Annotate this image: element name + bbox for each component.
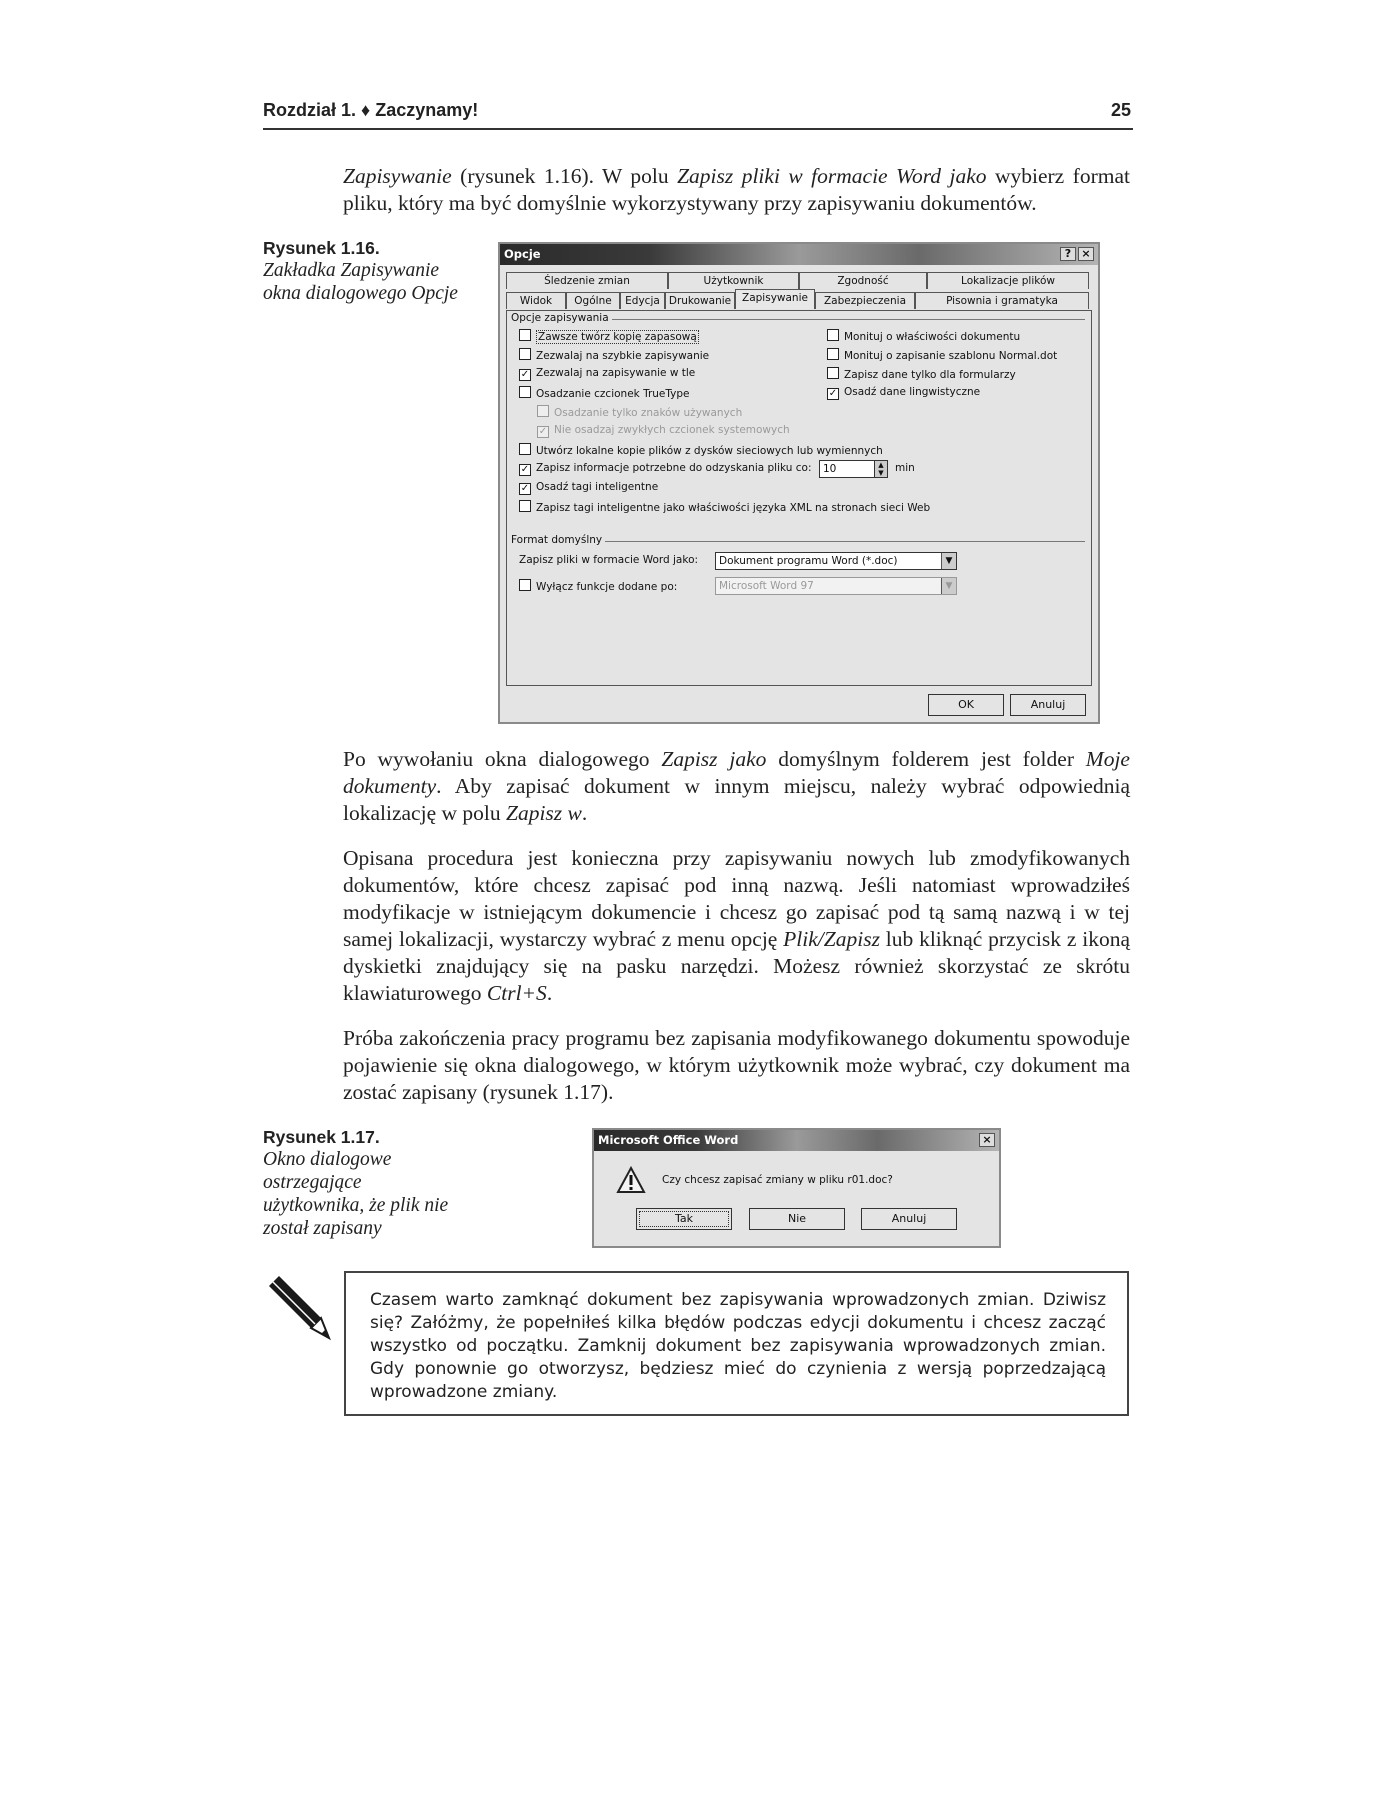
checkbox-disabled-checked-icon: ✓	[538, 426, 548, 437]
checkbox-disabled-icon	[537, 405, 549, 417]
figure2-caption-text: Okno dialogowe ostrzegające użytkownika, że plik nie został zapisany	[263, 1149, 449, 1239]
p1-t1: Po wywołaniu okna dialogowego	[343, 747, 662, 771]
disable-features-select: Microsoft Word 97 ▼	[715, 577, 957, 595]
autorecover-unit: min	[895, 462, 915, 474]
figure2-caption-title: Rysunek 1.17.	[263, 1127, 380, 1147]
tab-compatibility[interactable]: Zgodność	[799, 272, 927, 289]
checkbox-icon[interactable]	[519, 500, 531, 512]
checkbox-icon[interactable]	[827, 329, 839, 341]
opt-embed-smart-tags[interactable]: ✓ Osadź tagi inteligentne	[520, 481, 659, 494]
intro-em1: Zapisywanie	[343, 164, 452, 188]
note-text: Czasem warto zamknąć dokument bez zapisywania wprowadzonych zmian. Dziwisz się? Załóżmy, że popełniłeś kilka błędów podczas edycji dokumentu i chcesz zacząć wszystko od początku. Zamknij dokument bez zapisywania wprowadzonych zmian. Gdy ponownie go otworzysz, będziesz mieć do czynienia z wersją poprzedzającą wprowadzone zmiany.	[370, 1290, 1106, 1402]
tabs-row-2	[506, 292, 1092, 310]
p1-t2: domyślnym folderem jest folder	[766, 747, 1086, 771]
ok-button[interactable]: OK	[928, 694, 1004, 716]
tab-file-locations[interactable]: Lokalizacje plików	[927, 272, 1089, 289]
tab-print[interactable]: Drukowanie	[665, 292, 735, 309]
p2-t2: lub kliknąć przycisk z ikoną dyskietki znajdujący się na pasku narzędzi. Możesz również skorzystać ze skrótu klawiaturowego	[343, 927, 1130, 1005]
no-button[interactable]: Nie	[749, 1208, 845, 1230]
p2-t3: .	[546, 981, 553, 1005]
figure1-caption	[263, 238, 463, 305]
save-format-label: Zapisz pliki w formacie Word jako:	[519, 554, 699, 566]
cancel-button[interactable]: Anuluj	[1010, 694, 1086, 716]
opt-background-save[interactable]: ✓ Zezwalaj na zapisywanie w tle	[520, 367, 696, 380]
opt-embed-used-chars: Osadzanie tylko znaków używanych	[537, 405, 742, 419]
chevron-down-icon[interactable]: ▼	[941, 553, 956, 569]
figure2-caption	[263, 1127, 463, 1240]
checkbox-icon[interactable]	[827, 348, 839, 360]
group2-title: Format domyślny	[511, 534, 605, 546]
opt-disable-features[interactable]: Wyłącz funkcje dodane po:	[519, 579, 677, 593]
save-prompt-dialog	[592, 1128, 1001, 1248]
tab-track-changes[interactable]: Śledzenie zmian	[506, 272, 668, 289]
intro-t1: (rysunek 1.16). W polu	[451, 164, 678, 188]
opt-fast-save[interactable]: Zezwalaj na szybkie zapisywanie	[519, 348, 709, 362]
tabs-row-1	[506, 272, 1092, 290]
checkbox-checked-icon[interactable]: ✓	[828, 388, 838, 399]
save-format-select[interactable]: Dokument programu Word (*.doc) ▼	[715, 552, 957, 570]
checkbox-icon[interactable]	[519, 579, 531, 591]
warning-icon	[616, 1166, 646, 1194]
p2-em1: Plik/Zapisz	[783, 927, 880, 951]
chevron-down-icon: ▼	[941, 578, 956, 594]
p1-em2: Moje dokumenty	[343, 747, 1130, 798]
cancel-button[interactable]: Anuluj	[861, 1208, 957, 1230]
prompt-title: Microsoft Office Word	[598, 1133, 739, 1147]
figure1-caption-title: Rysunek 1.16.	[263, 238, 380, 258]
options-titlebar	[500, 244, 1098, 265]
pencil-icon	[263, 1272, 333, 1342]
checkbox-icon[interactable]	[519, 348, 531, 360]
tab-edit[interactable]: Edycja	[620, 292, 665, 309]
p2-em2: Ctrl+S	[486, 981, 547, 1005]
intro-em2: Zapisz pliki w formacie Word jako	[677, 164, 987, 188]
tab-spelling-grammar[interactable]: Pisownia i gramatyka	[915, 292, 1089, 309]
autorecover-input[interactable]: 10	[819, 460, 875, 478]
options-title: Opcje	[504, 247, 541, 261]
options-dialog	[498, 242, 1100, 724]
opt-smart-tags-xml[interactable]: Zapisz tagi inteligentne jako właściwości języka XML na stronach sieci Web	[519, 500, 930, 514]
prompt-message: Czy chcesz zapisać zmiany w pliku r01.doc?	[662, 1174, 893, 1186]
tab-user-info[interactable]: Użytkownik	[668, 272, 799, 289]
tab-general[interactable]: Ogólne	[566, 292, 620, 309]
checkbox-checked-icon[interactable]: ✓	[520, 464, 530, 475]
tab-view[interactable]: Widok	[506, 292, 566, 309]
spinner-arrows-icon[interactable]: ▲ ▼	[874, 460, 888, 478]
tab-security[interactable]: Zabezpieczenia	[815, 292, 915, 309]
checkbox-checked-icon[interactable]: ✓	[520, 369, 530, 380]
group1-title: Opcje zapisywania	[511, 312, 612, 324]
opt-no-common-fonts: ✓ Nie osadzaj zwykłych czcionek systemowych	[538, 424, 790, 437]
opt-form-data[interactable]: Zapisz dane tylko dla formularzy	[827, 367, 1016, 381]
checkbox-icon[interactable]	[519, 329, 531, 341]
p1-em1: Zapisz jako	[661, 747, 767, 771]
checkbox-icon[interactable]	[519, 443, 531, 455]
p1-em3: Zapisz w	[505, 801, 582, 825]
checkbox-checked-icon[interactable]: ✓	[520, 483, 530, 494]
p1-t4: .	[581, 801, 588, 825]
opt-backup-copy[interactable]: Zawsze twórz kopię zapasową	[519, 329, 699, 343]
help-button[interactable]: ?	[1060, 247, 1076, 261]
yes-button[interactable]: Tak	[636, 1208, 732, 1230]
close-button[interactable]: ×	[979, 1133, 995, 1147]
close-button[interactable]: ×	[1078, 247, 1094, 261]
tab-save[interactable]: Zapisywanie	[735, 289, 815, 309]
page-header	[263, 98, 1133, 130]
page-number: 25	[1110, 100, 1131, 120]
opt-autorecover[interactable]: ✓ Zapisz informacje potrzebne do odzyskania pliku co:	[520, 462, 812, 475]
opt-local-copies[interactable]: Utwórz lokalne kopie plików z dysków sieciowych lub wymiennych	[519, 443, 883, 457]
opt-linguistic-data[interactable]: ✓ Osadź dane lingwistyczne	[828, 386, 981, 399]
checkbox-icon[interactable]	[827, 367, 839, 379]
p2-t1: Opisana procedura jest konieczna przy zapisywaniu nowych lub zmodyfikowanych dokumentów, które chcesz zapisać pod inną nazwą. Jeśli natomiast wprowadziłeś modyfikacje w istniejącym dokumencie i chcesz go zapisać pod tą samą nazwą i w tej samej lokalizacji, wystarczy wybrać z menu opcję	[343, 846, 1130, 951]
intro-t2: wybierz format pliku, który ma być domyślnie wykorzystywany przy zapisywaniu dokumentów.	[343, 164, 1130, 215]
note-box	[344, 1271, 1129, 1416]
paragraph-1	[343, 746, 1130, 827]
opt-embed-truetype[interactable]: Osadzanie czcionek TrueType	[519, 386, 690, 400]
figure1-caption-text: Zakładka Zapisywanie okna dialogowego Opcje	[263, 260, 458, 304]
prompt-titlebar	[594, 1130, 999, 1151]
save-tab-panel	[506, 310, 1092, 686]
p1-t3: . Aby zapisać dokument w innym miejscu, należy wybrać odpowiednią lokalizację w polu	[343, 774, 1130, 825]
opt-prompt-normal[interactable]: Monituj o zapisanie szablonu Normal.dot	[827, 348, 1057, 362]
p3-t1: Próba zakończenia pracy programu bez zapisania modyfikowanego dokumentu spowoduje pojawienie się okna dialogowego, w którym użytkownik może wybrać, czy dokument ma zostać zapisany (rysunek 1.17).	[343, 1026, 1130, 1104]
opt-prompt-properties[interactable]: Monituj o właściwości dokumentu	[827, 329, 1020, 343]
paragraph-3	[343, 1025, 1130, 1106]
intro-paragraph	[343, 163, 1130, 217]
chapter-title: Rozdział 1. ♦ Zaczynamy!	[263, 100, 479, 120]
paragraph-2	[343, 845, 1130, 1007]
checkbox-icon[interactable]	[519, 386, 531, 398]
